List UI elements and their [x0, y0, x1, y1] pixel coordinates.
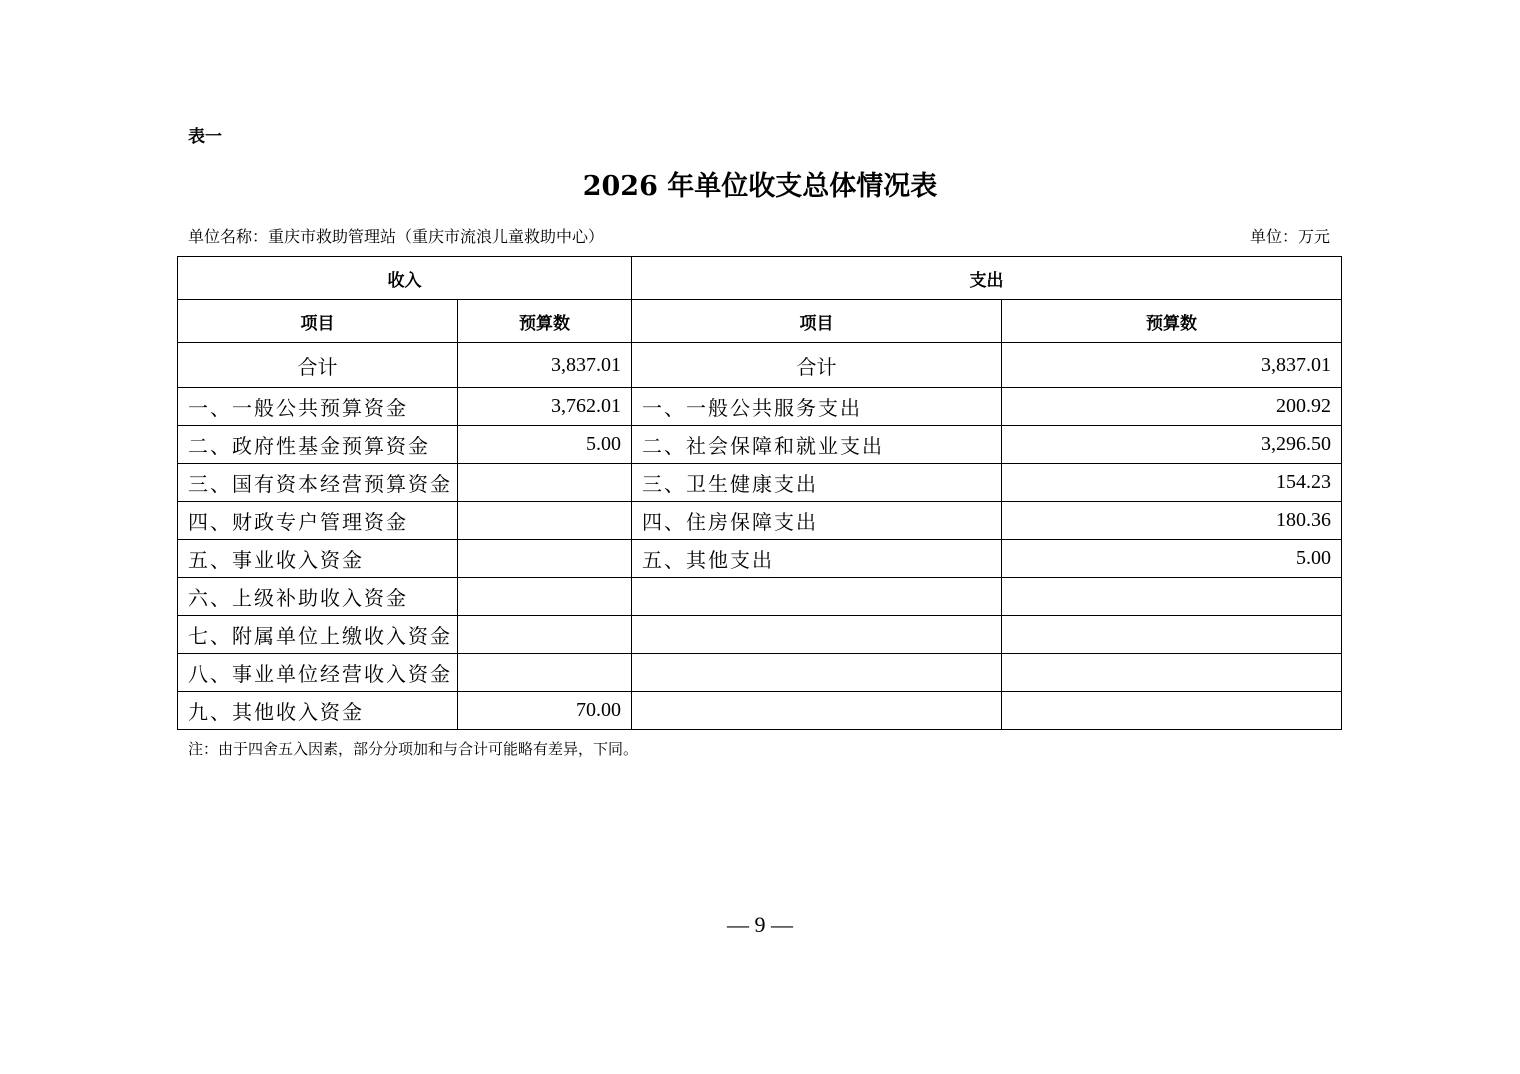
table-row [178, 616, 1342, 654]
income-item: 九、其他收入资金 [178, 692, 458, 730]
expense-item [632, 578, 1002, 616]
expense-value [1002, 616, 1342, 654]
table-label: 表一 [188, 127, 222, 147]
expense-total-value: 3,837.01 [1002, 343, 1342, 388]
unit-name: 单位名称：重庆市救助管理站（重庆市流浪儿童救助中心） [188, 227, 605, 246]
income-value [458, 540, 632, 578]
income-item: 一、一般公共预算资金 [178, 388, 458, 426]
income-item: 七、附属单位上缴收入资金 [178, 616, 458, 654]
table-row [178, 464, 1342, 502]
column-header-row [178, 300, 1342, 343]
table-row [178, 502, 1342, 540]
expense-item: 二、社会保障和就业支出 [632, 426, 1002, 464]
expense-value: 5.00 [1002, 540, 1342, 578]
expense-value [1002, 654, 1342, 692]
budget-table [177, 256, 1342, 730]
document-title: 2026 年单位收支总体情况表 [582, 171, 938, 202]
income-value [458, 578, 632, 616]
income-budget-header: 预算数 [458, 300, 632, 343]
income-item: 五、事业收入资金 [178, 540, 458, 578]
table-row [178, 692, 1342, 730]
expense-item-header: 项目 [632, 300, 1002, 343]
expense-item: 三、卫生健康支出 [632, 464, 1002, 502]
income-total-value: 3,837.01 [458, 343, 632, 388]
expense-item: 四、住房保障支出 [632, 502, 1002, 540]
expense-value [1002, 692, 1342, 730]
income-value: 70.00 [458, 692, 632, 730]
section-header-row [178, 257, 1342, 300]
income-item: 六、上级补助收入资金 [178, 578, 458, 616]
expense-item [632, 616, 1002, 654]
income-value: 5.00 [458, 426, 632, 464]
expense-value: 200.92 [1002, 388, 1342, 426]
expense-total-label: 合计 [632, 343, 1002, 388]
income-value [458, 464, 632, 502]
table-row [178, 426, 1342, 464]
table-row [178, 388, 1342, 426]
table-row [178, 540, 1342, 578]
income-item: 四、财政专户管理资金 [178, 502, 458, 540]
expense-item [632, 654, 1002, 692]
income-value [458, 502, 632, 540]
income-item: 二、政府性基金预算资金 [178, 426, 458, 464]
table-row [178, 654, 1342, 692]
income-header: 收入 [178, 257, 632, 300]
unit-label: 单位：万元 [1249, 227, 1330, 246]
expense-value [1002, 578, 1342, 616]
income-total-label: 合计 [178, 343, 458, 388]
table-row [178, 578, 1342, 616]
expense-item [632, 692, 1002, 730]
footnote: 注：由于四舍五入因素，部分分项加和与合计可能略有差异，下同。 [188, 740, 639, 758]
income-item-header: 项目 [178, 300, 458, 343]
expense-value: 154.23 [1002, 464, 1342, 502]
income-value: 3,762.01 [458, 388, 632, 426]
expense-header: 支出 [632, 257, 1342, 300]
income-item: 八、事业单位经营收入资金 [178, 654, 458, 692]
expense-item: 五、其他支出 [632, 540, 1002, 578]
income-value [458, 616, 632, 654]
total-row [178, 343, 1342, 388]
income-value [458, 654, 632, 692]
expense-value: 180.36 [1002, 502, 1342, 540]
expense-budget-header: 预算数 [1002, 300, 1342, 343]
page-number: — 9 — [727, 912, 793, 937]
income-item: 三、国有资本经营预算资金 [178, 464, 458, 502]
expense-value: 3,296.50 [1002, 426, 1342, 464]
expense-item: 一、一般公共服务支出 [632, 388, 1002, 426]
